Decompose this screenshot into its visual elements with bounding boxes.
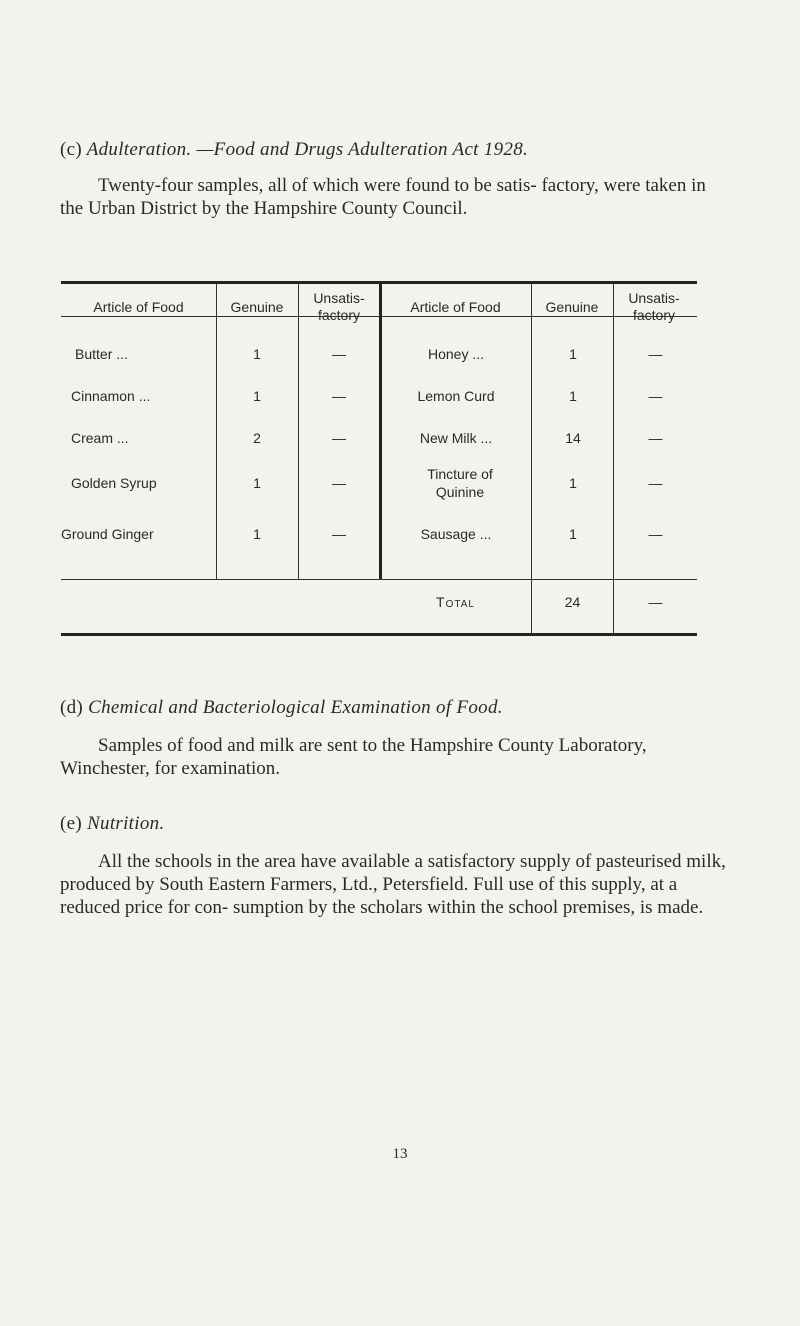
- total-unsatisfactory: —: [648, 594, 663, 610]
- cell-unsatisfactory: —: [332, 388, 346, 404]
- section-c-letter: (c): [60, 139, 82, 160]
- cell-unsatisfactory: —: [332, 346, 346, 362]
- header-unsatisfactory-left: Unsatis- factory: [313, 290, 365, 323]
- section-d-heading: [60, 697, 503, 719]
- cell-unsatisfactory: —: [332, 475, 346, 491]
- header-genuine-left: Genuine: [230, 299, 284, 315]
- section-e-heading: [60, 813, 165, 835]
- section-c-title: Adulteration. —Food and Drugs Adulteration Act 1928.: [86, 139, 529, 160]
- cell-genuine: 1: [569, 346, 577, 362]
- table-row: [61, 465, 697, 501]
- section-d-paragraph: Samples of food and milk are sent to the Hampshire County Laboratory, Winchester, for examination.: [60, 735, 647, 779]
- cell-article: Lemon Curd: [417, 388, 495, 404]
- cell-genuine: 2: [253, 430, 261, 446]
- table-row: [61, 341, 697, 367]
- total-genuine: 24: [564, 594, 581, 610]
- cell-unsatisfactory: —: [332, 430, 346, 446]
- section-e-paragraph: All the schools in the area have available a satisfactory supply of pasteurised milk, produced by South Eastern Farmers, Ltd., Petersfield. Full use of this supply, at a reduced price for con- sumption by the scholars within the school premises, is made.: [60, 851, 726, 918]
- cell-genuine: 1: [253, 388, 261, 404]
- cell-genuine: 1: [569, 388, 577, 404]
- table-total-rule: [61, 579, 697, 580]
- cell-unsatisfactory: —: [332, 526, 346, 542]
- cell-genuine: 1: [569, 526, 577, 542]
- cell-article: Honey ...: [427, 346, 485, 362]
- table-row: [61, 425, 697, 451]
- table-vline: [613, 284, 614, 636]
- table-vline: [531, 284, 532, 636]
- cell-genuine: 14: [565, 430, 581, 446]
- cell-article: Sausage ...: [420, 526, 492, 542]
- cell-genuine: 1: [253, 346, 261, 362]
- total-label: Total: [436, 594, 475, 610]
- cell-article: New Milk ...: [419, 430, 493, 446]
- cell-article: Ground Ginger: [61, 526, 154, 542]
- cell-unsatisfactory: —: [648, 346, 663, 362]
- cell-unsatisfactory: —: [648, 526, 663, 542]
- section-e-title: Nutrition.: [87, 813, 165, 834]
- page-number: 13: [392, 1146, 408, 1162]
- cell-unsatisfactory: —: [648, 430, 663, 446]
- cell-genuine: 1: [569, 475, 577, 491]
- table-row: [61, 521, 697, 547]
- cell-article: Cinnamon ...: [71, 388, 151, 404]
- header-article-right: Article of Food: [410, 299, 501, 315]
- header-article-left: Article of Food: [93, 299, 184, 315]
- section-e-letter: (e): [60, 813, 82, 834]
- header-genuine-right: Genuine: [545, 299, 599, 315]
- section-d-title: Chemical and Bacteriological Examination of Food.: [88, 697, 503, 718]
- section-c-heading: [60, 139, 528, 161]
- header-unsatisfactory-right: Unsatis- factory: [628, 290, 680, 323]
- cell-genuine: 1: [253, 475, 261, 491]
- table-bottom-rule: [61, 633, 697, 636]
- cell-unsatisfactory: —: [648, 388, 663, 404]
- cell-genuine: 1: [253, 526, 261, 542]
- cell-article: Cream ...: [71, 430, 129, 446]
- section-d-letter: (d): [60, 697, 84, 718]
- cell-article: Butter ...: [75, 346, 128, 362]
- cell-unsatisfactory: —: [648, 475, 663, 491]
- section-c-paragraph: Twenty-four samples, all of which were found to be satis- factory, were taken in the Urban District by the Hampshire County Council.: [60, 175, 706, 219]
- table-row: [61, 383, 697, 409]
- cell-article: Tincture of Quinine: [427, 466, 493, 500]
- cell-article: Golden Syrup: [71, 475, 157, 491]
